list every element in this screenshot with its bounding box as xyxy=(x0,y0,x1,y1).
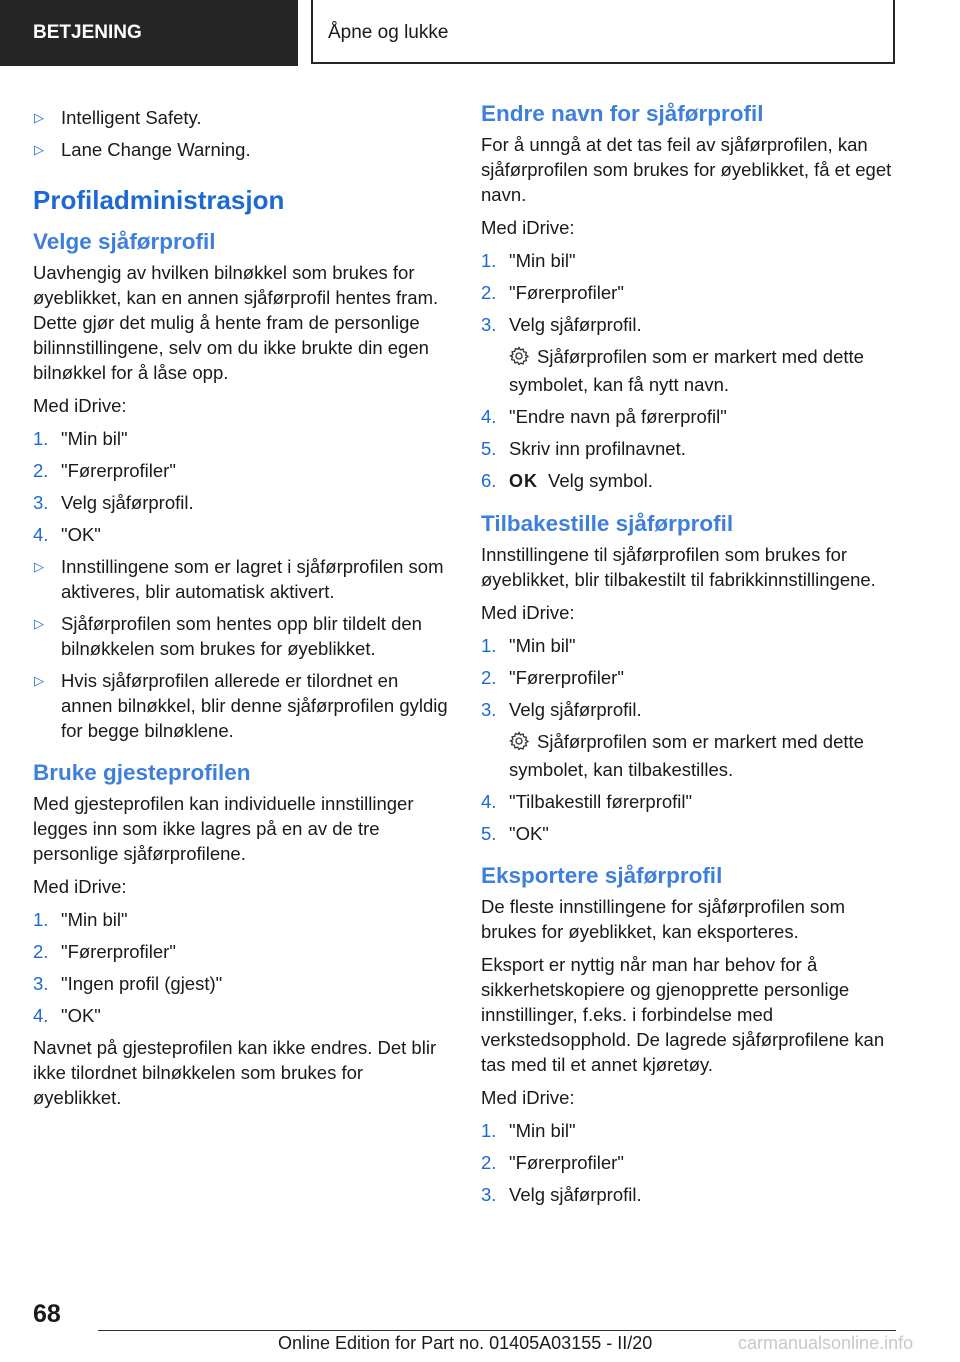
edition-text: Online Edition for Part no. 01405A03155 - II/20 xyxy=(278,1333,653,1353)
paragraph: Eksport er nyttig når man har behov for å sikkerhetskopiere og gjenopprette personlige innstillinger, f.eks. i forbindelse med verkstedsopphold. De lagrede sjåførprofilene kan tas med til et annet kjøretøy. xyxy=(481,954,885,1075)
step-item: 2. "Førerprofiler" xyxy=(481,282,624,303)
chapter-title: Åpne og lukke xyxy=(311,0,895,64)
paragraph: Navnet på gjesteprofilen kan ikke endres. Det blir ikke tilordnet bilnøkkelen som brukes for øyeblikket. xyxy=(33,1037,437,1108)
footer-divider xyxy=(98,1330,896,1331)
paragraph: Med gjesteprofilen kan individuelle innstillinger legges inn som ikke lagres på en av de tre personlige sjåførprofilene. xyxy=(33,793,414,864)
step-item: 1. "Min bil" xyxy=(481,635,576,656)
triangle-bullet-icon: ▷ xyxy=(34,616,44,631)
list-item: ▷ Lane Change Warning. xyxy=(34,139,251,160)
heading-reset-profile: Tilbakestille sjåførprofil xyxy=(481,511,734,536)
list-item: ▷ Intelligent Safety. xyxy=(34,107,202,128)
triangle-bullet-icon: ▷ xyxy=(34,673,44,688)
paragraph: Med iDrive: xyxy=(481,602,575,623)
page-number: 68 xyxy=(33,1300,61,1328)
step-item: 1. "Min bil" xyxy=(33,909,128,930)
right-column xyxy=(481,100,899,1214)
step-item: 3. Velg sjåførprofil. xyxy=(481,699,642,720)
paragraph: Innstillingene til sjåførprofilen som brukes for øyeblikket, blir tilbakestilt til fabrikkinnstillingene. xyxy=(481,544,876,590)
left-column xyxy=(33,100,451,1118)
step-item: 3. Velg sjåførprofil. xyxy=(481,1184,642,1205)
step-item: 6. OK Velg symbol. xyxy=(481,468,899,494)
step-item: 5. Skriv inn profilnavnet. xyxy=(481,438,686,459)
paragraph: Med iDrive: xyxy=(481,217,575,238)
heading-profile-admin: Profiladministrasjon xyxy=(33,185,285,215)
gear-icon xyxy=(509,731,529,757)
paragraph: Med iDrive: xyxy=(33,395,127,416)
step-item: 1. "Min bil" xyxy=(33,428,128,449)
step-item: 1. "Min bil" xyxy=(481,250,576,271)
note-paragraph: Sjåførprofilen som er markert med dette symbolet, kan få nytt navn. xyxy=(509,346,864,395)
triangle-bullet-icon: ▷ xyxy=(34,110,44,125)
heading-rename-profile: Endre navn for sjåførprofil xyxy=(481,101,764,126)
paragraph: Uavhengig av hvilken bilnøkkel som brukes for øyeblikket, kan en annen sjåførprofil hentes fram. Dette gjør det mulig å hente fram de personlige bilinnstillingene, selv om du ikke brukte din egen bilnøkkel for å låse opp. xyxy=(33,262,439,383)
step-item: 4. "Endre navn på førerprofil" xyxy=(481,406,727,427)
step-item: 3. Velg sjåførprofil. xyxy=(33,492,194,513)
heading-guest-profile: Bruke gjesteprofilen xyxy=(33,760,251,785)
triangle-bullet-icon: ▷ xyxy=(34,142,44,157)
step-item: 4. "Tilbakestill førerprofil" xyxy=(481,791,693,812)
step-item: 2. "Førerprofiler" xyxy=(33,460,176,481)
paragraph: For å unngå at det tas feil av sjåførprofilen, kan sjåførprofilen som brukes for øyeblikket, få et eget navn. xyxy=(481,134,892,205)
watermark: carmanualsonline.info xyxy=(738,1333,914,1353)
step-item: 4. "OK" xyxy=(33,524,101,545)
heading-export-profile: Eksportere sjåførprofil xyxy=(481,863,723,888)
ok-icon: OK xyxy=(509,471,538,491)
list-item: ▷ Sjåførprofilen som hentes opp blir tildelt den bilnøkkelen som brukes for øyeblikket. xyxy=(34,613,422,659)
step-item: 1. "Min bil" xyxy=(481,1120,576,1141)
step-item: 2. "Førerprofiler" xyxy=(481,667,624,688)
paragraph: Med iDrive: xyxy=(33,876,127,897)
note-paragraph: Sjåførprofilen som er markert med dette symbolet, kan tilbakestilles. xyxy=(509,731,864,780)
step-item: 3. Velg sjåførprofil. xyxy=(481,314,642,335)
triangle-bullet-icon: ▷ xyxy=(34,559,44,574)
paragraph: Med iDrive: xyxy=(481,1087,575,1108)
page-header xyxy=(0,0,960,66)
gear-icon xyxy=(509,346,529,372)
step-item: 5. "OK" xyxy=(481,823,549,844)
step-item: 2. "Førerprofiler" xyxy=(33,941,176,962)
step-item: 3. "Ingen profil (gjest)" xyxy=(33,973,223,994)
list-item: ▷ Hvis sjåførprofilen allerede er tilordnet en annen bilnøkkel, blir denne sjåførprofilen gyldig for begge bilnøklene. xyxy=(34,670,448,741)
paragraph: De fleste innstillingene for sjåførprofilen som brukes for øyeblikket, kan eksporteres. xyxy=(481,896,845,942)
step-item: 4. "OK" xyxy=(33,1005,101,1026)
list-item: ▷ Innstillingene som er lagret i sjåførprofilen som aktiveres, blir automatisk aktivert. xyxy=(34,556,444,602)
section-tab: BETJENING xyxy=(0,0,298,66)
heading-select-profile: Velge sjåførprofil xyxy=(33,229,216,254)
step-item: 2. "Førerprofiler" xyxy=(481,1152,624,1173)
